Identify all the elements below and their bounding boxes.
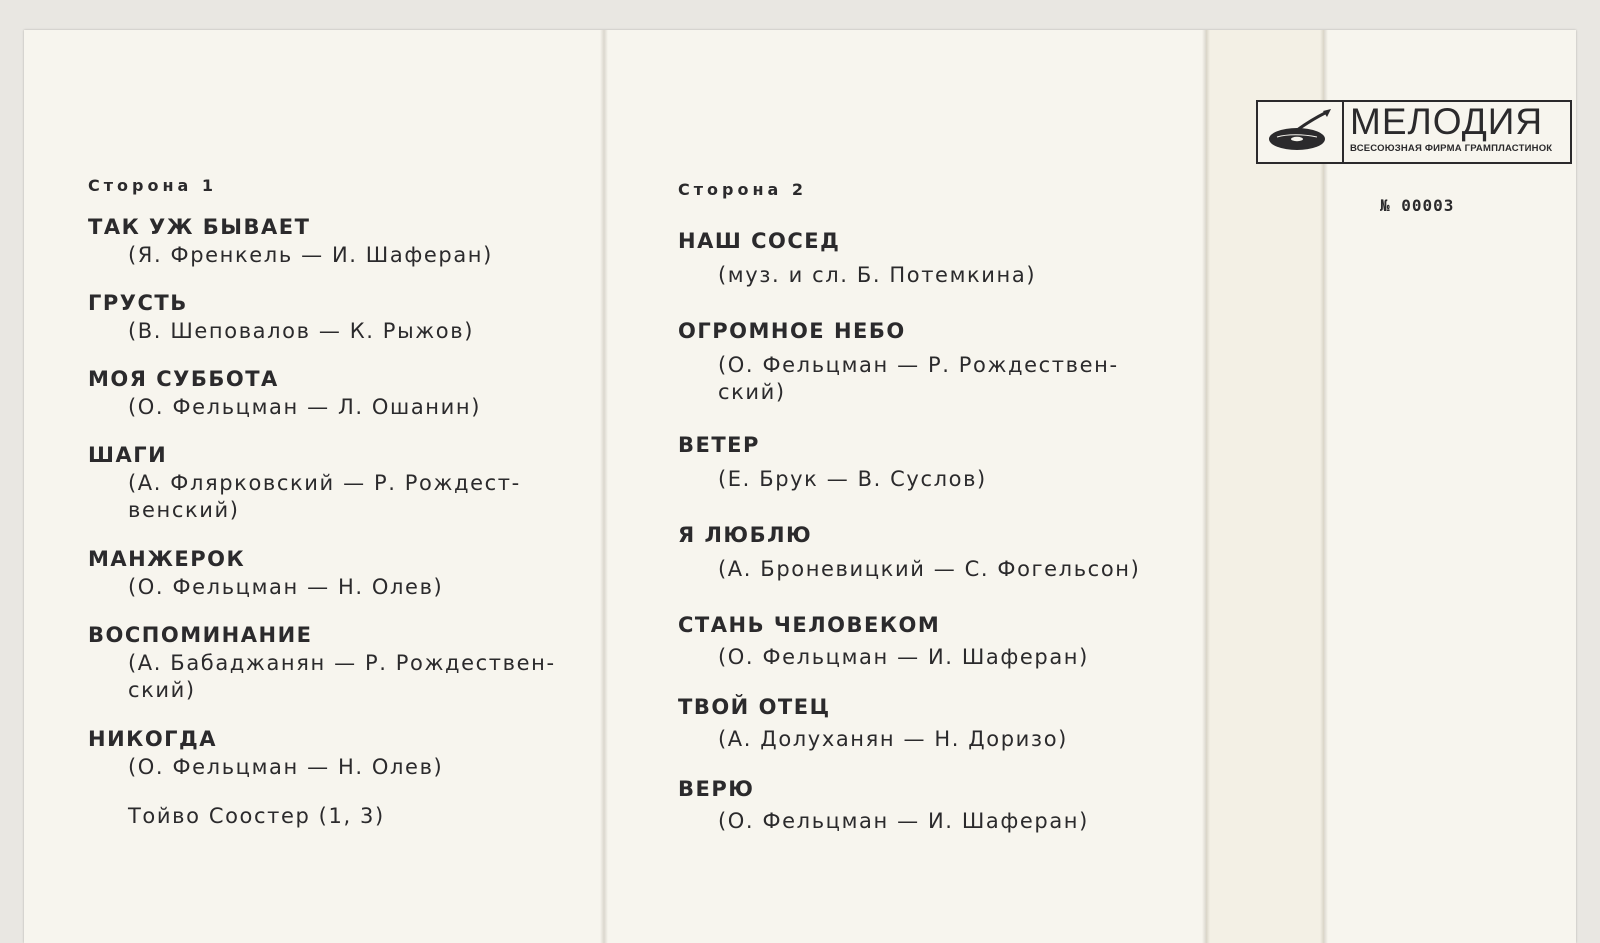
fold-line <box>1320 30 1328 943</box>
track-credit: (муз. и сл. Б. Потемкина) <box>718 263 1037 287</box>
track-credit: (А. Флярковский — Р. Рождест- венский) <box>128 471 521 522</box>
track-title: НАШ СОСЕД <box>678 229 841 253</box>
track-item <box>88 620 588 724</box>
track-item <box>88 724 588 786</box>
track-item <box>678 316 1198 430</box>
track-credit: (Я. Френкель — И. Шаферан) <box>128 243 493 267</box>
track-title: Я ЛЮБЛЮ <box>678 523 813 547</box>
track-credit: (О. Фельцман — Л. Ошанин) <box>128 395 482 419</box>
logo-name: МЕЛОДИЯ <box>1350 101 1544 142</box>
logo-subtitle: ВСЕСОЮЗНАЯ ФИРМА ГРАМПЛАСТИНОК <box>1350 143 1553 154</box>
track-credit: (А. Броневицкий — С. Фогельсон) <box>718 557 1141 581</box>
catalog-number: № 00003 <box>1380 196 1455 215</box>
side-1-tracklist <box>88 212 588 828</box>
track-item <box>88 440 588 544</box>
melodiya-record-icon <box>1258 102 1344 162</box>
track-credit: (О. Фельцман — Н. Олев) <box>128 755 444 779</box>
track-item <box>678 610 1198 692</box>
side-2-tracklist <box>678 226 1198 844</box>
track-title: ВОСПОМИНАНИЕ <box>88 623 313 647</box>
track-title: ТВОЙ ОТЕЦ <box>678 695 831 719</box>
track-credit: (О. Фельцман — Р. Рождествен- ский) <box>718 353 1119 404</box>
track-credit: (А. Бабаджанян — Р. Рождествен- ский) <box>128 651 556 702</box>
track-credit: (О. Фельцман — Н. Олев) <box>128 575 444 599</box>
track-item <box>678 226 1198 316</box>
track-title: ТАК УЖ БЫВАЕТ <box>88 215 311 239</box>
fold-line <box>1202 30 1210 943</box>
track-item <box>88 364 588 440</box>
track-item <box>678 692 1198 774</box>
track-item <box>88 544 588 620</box>
track-title: ШАГИ <box>88 443 168 467</box>
track-item <box>678 774 1198 844</box>
fold-line <box>600 30 608 943</box>
artist-credit: Тойво Соостер (1, 3) <box>128 804 385 828</box>
track-item <box>88 288 588 364</box>
track-item <box>678 520 1198 610</box>
track-title: ВЕРЮ <box>678 777 755 801</box>
side-2-heading: Сторона 2 <box>678 180 808 199</box>
track-title: ГРУСТЬ <box>88 291 188 315</box>
track-title: ВЕТЕР <box>678 433 760 457</box>
track-title: НИКОГДА <box>88 727 218 751</box>
track-credit: (О. Фельцман — И. Шаферан) <box>718 809 1089 833</box>
side-1-heading: Сторона 1 <box>88 176 218 195</box>
track-credit: (О. Фельцман — И. Шаферан) <box>718 645 1089 669</box>
track-item <box>88 212 588 288</box>
logo-text <box>1344 102 1552 162</box>
track-title: МОЯ СУББОТА <box>88 367 279 391</box>
track-item <box>678 430 1198 520</box>
track-credit: (А. Долуханян — Н. Доризо) <box>718 727 1068 751</box>
melodiya-logo <box>1256 100 1572 164</box>
track-credit: (В. Шеповалов — К. Рыжов) <box>128 319 474 343</box>
track-credit: (Е. Брук — В. Суслов) <box>718 467 987 491</box>
track-title: СТАНЬ ЧЕЛОВЕКОМ <box>678 613 941 637</box>
track-title: МАНЖЕРОК <box>88 547 246 571</box>
track-title: ОГРОМНОЕ НЕБО <box>678 319 906 343</box>
spine-panel <box>1206 30 1324 943</box>
